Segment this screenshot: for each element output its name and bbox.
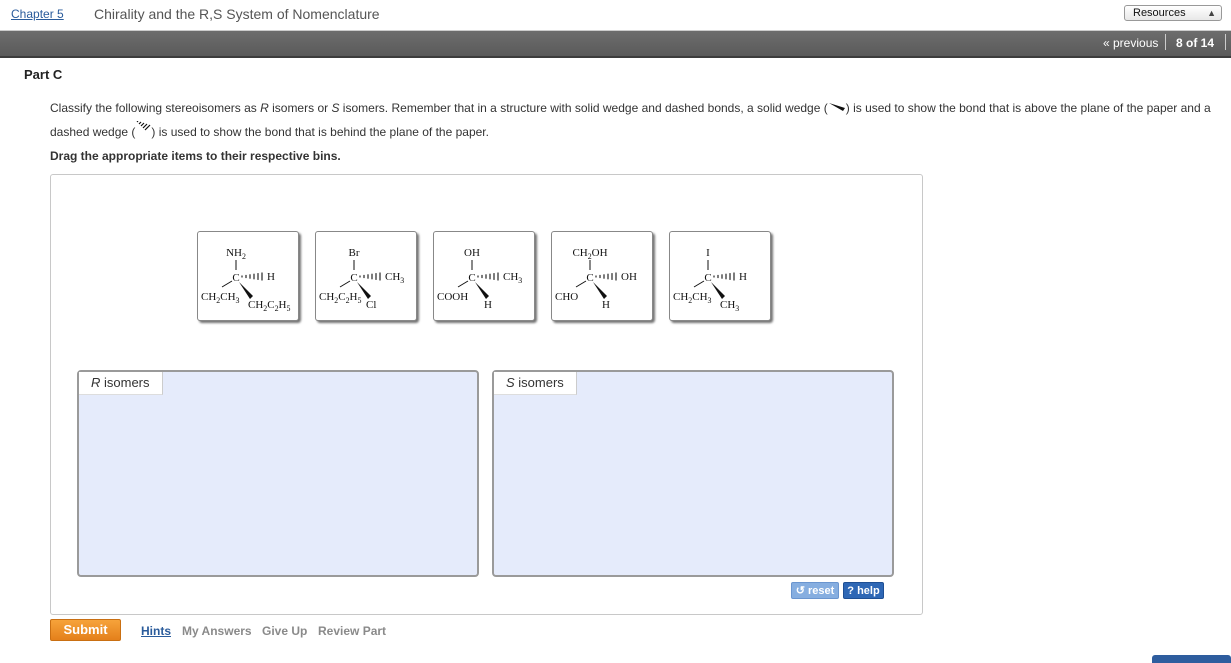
reset-icon: ↺ — [795, 585, 808, 597]
molecule-structure — [198, 232, 298, 320]
left-substituent-label: CHO — [555, 291, 579, 303]
submit-button[interactable]: Submit — [50, 619, 121, 641]
carbon-atom: C — [232, 272, 240, 284]
dashed-substituent-label: $CH_3$ — [385, 271, 405, 285]
help-button[interactable]: ? help — [843, 582, 884, 599]
carbon-atom: C — [350, 272, 358, 284]
wedge-substituent-label: $CH_2C_2H_5$ — [248, 299, 291, 313]
solid-wedge-bond — [593, 282, 607, 299]
reset-button[interactable]: ↺ reset — [791, 582, 839, 599]
top-substituent-label: $CH_2OH$ — [572, 247, 608, 261]
r-isomers-bin-label: R isomers — [79, 372, 163, 395]
dashed-substituent-label: H — [267, 271, 275, 283]
dashed-substituent-label: OH — [621, 271, 637, 283]
wedge-substituent-label: Cl — [366, 299, 377, 311]
dashed-wedge-bond — [596, 273, 616, 281]
molecule-structure — [316, 232, 416, 320]
s-isomers-bin[interactable] — [492, 370, 894, 577]
solid-wedge-bond — [475, 282, 489, 299]
drag-instructions: Drag the appropriate items to their respective bins. — [50, 149, 341, 163]
page-count: 8 of 14 — [1176, 36, 1215, 50]
dashed-substituent-label: H — [739, 271, 747, 283]
dashed-wedge-bond — [714, 273, 734, 281]
nav-divider — [1225, 34, 1226, 50]
draggable-molecule-2[interactable] — [315, 231, 417, 321]
carbon-atom: C — [704, 272, 712, 284]
draggable-molecule-3[interactable] — [433, 231, 535, 321]
part-heading: Part C — [24, 67, 63, 82]
draggable-molecule-1[interactable] — [197, 231, 299, 321]
chapter-link[interactable]: Chapter 5 — [11, 7, 64, 21]
s-isomers-bin-label: S isomers — [494, 372, 577, 395]
give-up-link[interactable]: Give Up — [262, 624, 308, 638]
wedge-substituent-label: $CH_3$ — [720, 299, 740, 313]
hints-link[interactable]: Hints — [141, 624, 171, 638]
dashed-wedge-icon — [135, 121, 151, 134]
wedge-substituent-label: H — [484, 299, 492, 311]
draggable-molecule-5[interactable] — [669, 231, 771, 321]
resources-label: Resources — [1133, 7, 1186, 19]
page-title: Chirality and the R,S System of Nomenclature — [94, 6, 380, 22]
dashed-wedge-bond — [360, 273, 380, 281]
molecule-structure — [552, 232, 652, 320]
r-isomers-bin[interactable] — [77, 370, 479, 577]
top-substituent-label: Br — [348, 247, 360, 259]
review-part-link[interactable]: Review Part — [318, 624, 387, 638]
left-substituent-label: COOH — [437, 291, 469, 303]
left-substituent-label: $CH_2CH_3$ — [673, 291, 712, 305]
dashed-wedge-bond — [242, 273, 262, 281]
dashed-substituent-label: $CH_3$ — [503, 271, 523, 285]
top-substituent-label: I — [706, 247, 710, 259]
nav-bar — [0, 31, 1231, 58]
draggable-molecule-4[interactable] — [551, 231, 653, 321]
carbon-atom: C — [468, 272, 476, 284]
wedge-substituent-label: H — [602, 299, 610, 311]
molecule-structure — [670, 232, 770, 320]
left-substituent-label: $CH_2C_2H_5$ — [319, 291, 362, 305]
left-substituent-label: $CH_2CH_3$ — [201, 291, 240, 305]
previous-link[interactable]: « previous — [1103, 36, 1159, 50]
top-substituent-label: OH — [464, 247, 480, 259]
carbon-atom: C — [586, 272, 594, 284]
solid-wedge-bond — [239, 282, 253, 299]
instructions-text: Classify the following stereoisomers as R isomers or S isomers. Remember that in a structure with solid wedge and dashed bonds, a solid wedge ( ) is used to show the bond that is above the plane of the paper and a dashed wedge ( ) is used to show the bond that is behind the plane of the paper. — [50, 101, 1211, 139]
dashed-wedge-bond — [478, 273, 498, 281]
resources-select[interactable] — [1124, 5, 1222, 21]
my-answers-link[interactable]: My Answers — [182, 624, 252, 638]
solid-wedge-bond — [711, 282, 725, 299]
solid-wedge-icon — [828, 102, 846, 113]
nav-divider — [1165, 34, 1166, 50]
top-substituent-label: $NH_2$ — [226, 247, 246, 261]
select-arrows-icon: ▲ — [1207, 8, 1216, 18]
molecule-structure — [434, 232, 534, 320]
corner-tab[interactable] — [1152, 655, 1231, 663]
